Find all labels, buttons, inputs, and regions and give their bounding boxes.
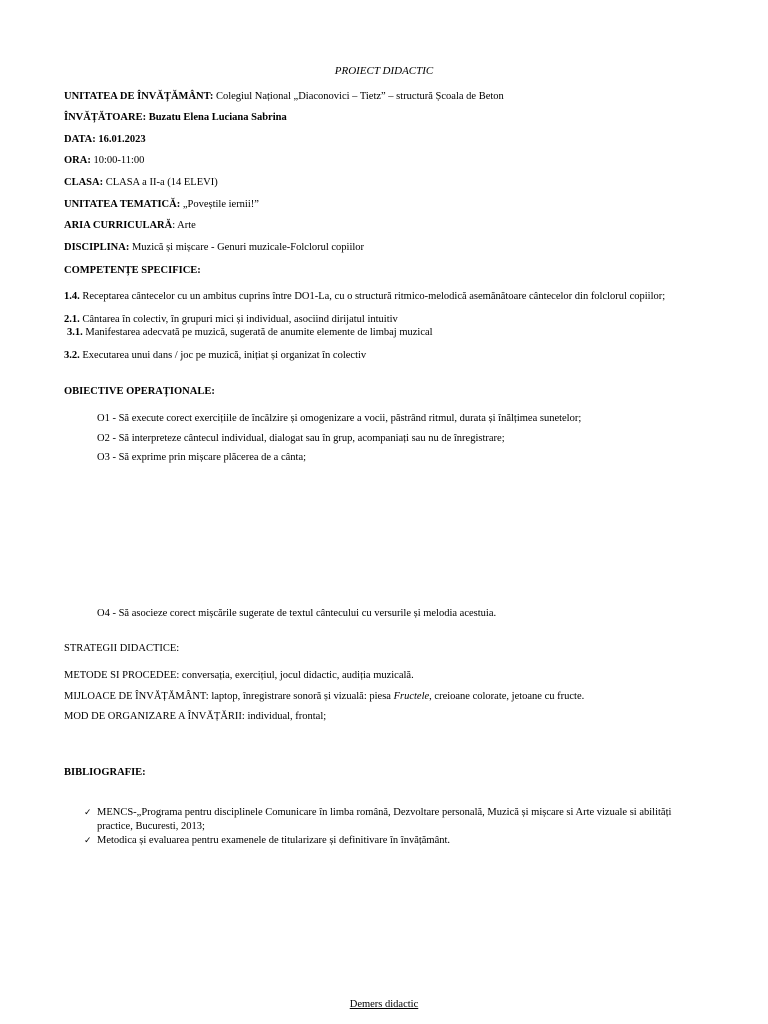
date-line — [64, 133, 146, 147]
teacher-value: Buzatu Elena Luciana Sabrina — [146, 112, 287, 123]
objective-item: O3 - Să exprime prin mișcare plăcerea de a cânta; — [97, 452, 307, 463]
class-line — [64, 176, 218, 190]
time-label: ORA: — [64, 155, 91, 166]
objectives-heading: OBIECTIVE OPERAȚIONALE: — [64, 386, 215, 397]
date-label: DATA: — [64, 134, 96, 145]
methods-line: METODE SI PROCEDEE: conversația, exercițiul, jocul didactic, audiția muzicală. — [64, 670, 414, 681]
objective-item: O4 - Să asocieze corect mișcările sugerate de textul cântecului cu versurile și melodia acestuia. — [97, 608, 497, 619]
strategies-heading: STRATEGII DIDACTICE: — [64, 643, 180, 654]
competence-item: 2.1. Cântarea în colectiv, în grupuri mici și individual, asociind dirijatul intuitiv — [64, 314, 398, 325]
area-line — [64, 219, 196, 233]
area-label: ARIA CURRICULARĂ — [64, 220, 173, 231]
discipline-label: DISCIPLINA: — [64, 242, 130, 253]
class-label: CLASA: — [64, 177, 104, 188]
area-value: : Arte — [172, 220, 196, 231]
class-value: CLASA a II-a (14 ELEVI) — [103, 177, 218, 188]
school-label: UNITATEA DE ÎNVĂȚĂMÂNT: — [64, 91, 214, 102]
teacher-label: ÎNVĂȚĂTOARE: — [64, 112, 147, 123]
competences-heading: COMPETENȚE SPECIFICE: — [64, 265, 201, 276]
discipline-line — [64, 241, 364, 255]
objective-item: O2 - Să interpreteze cântecul individual, dialogat sau în grup, acompaniați sau nu de înregistrare; — [97, 433, 505, 444]
organization-line: MOD DE ORGANIZARE A ÎNVĂȚĂRII: individual, frontal; — [64, 711, 327, 722]
bibliography-heading: BIBLIOGRAFIE: — [64, 767, 146, 778]
unit-label: UNITATEA TEMATICĂ: — [64, 199, 181, 210]
discipline-value: Muzică și mișcare - Genuri muzicale-Folclorul copiilor — [129, 242, 365, 253]
time-value: 10:00-11:00 — [90, 155, 145, 166]
competence-item: 3.2. Executarea unui dans / joc pe muzică, inițiat și organizat în colectiv — [64, 350, 367, 361]
competence-item: 1.4. Receptarea cântecelor cu un ambitus cuprins între DO1-La, cu o structură ritmico-melodică asemănătoare cântecelor din folclorul copiilor; — [64, 291, 666, 302]
competence-item: 3.1. Manifestarea adecvată pe muzică, sugerată de anumite elemente de limbaj muzical — [67, 327, 433, 338]
objective-item: O1 - Să execute corect exercițiile de încălzire și omogenizare a vocii, păstrând ritmul, durata și înălțimea sunetelor; — [97, 413, 582, 424]
date-value: 16.01.2023 — [95, 134, 146, 145]
check-icon: ✓ — [84, 836, 92, 846]
unit-value: „Poveștile iernii!” — [180, 199, 259, 210]
teacher-line — [64, 111, 287, 125]
document-title: PROIECT DIDACTIC — [334, 65, 434, 77]
bibliography-item: Metodica și evaluarea pentru examenele de titularizare și definitivare în învățământ. — [97, 835, 451, 846]
unit-line — [64, 198, 259, 212]
check-icon: ✓ — [84, 808, 92, 818]
school-value: Colegiul Național „Diaconovici – Tietz” – structură Școala de Beton — [213, 91, 504, 102]
school-line — [64, 90, 504, 104]
bibliography-item: MENCS-„Programa pentru disciplinele Comunicare în limba română, Dezvoltare personală, Muzică și mișcare si Arte vizuale si abilități practice, Bucuresti, 2013; — [97, 807, 672, 832]
time-line — [64, 154, 144, 168]
footer-heading: Demers didactic — [349, 999, 419, 1010]
means-line: MIJLOACE DE ÎNVĂȚĂMÂNT: laptop, înregistrare sonoră și vizuală: piesa Fructele, creioane colorate, jetoane cu fructe. — [64, 691, 585, 702]
